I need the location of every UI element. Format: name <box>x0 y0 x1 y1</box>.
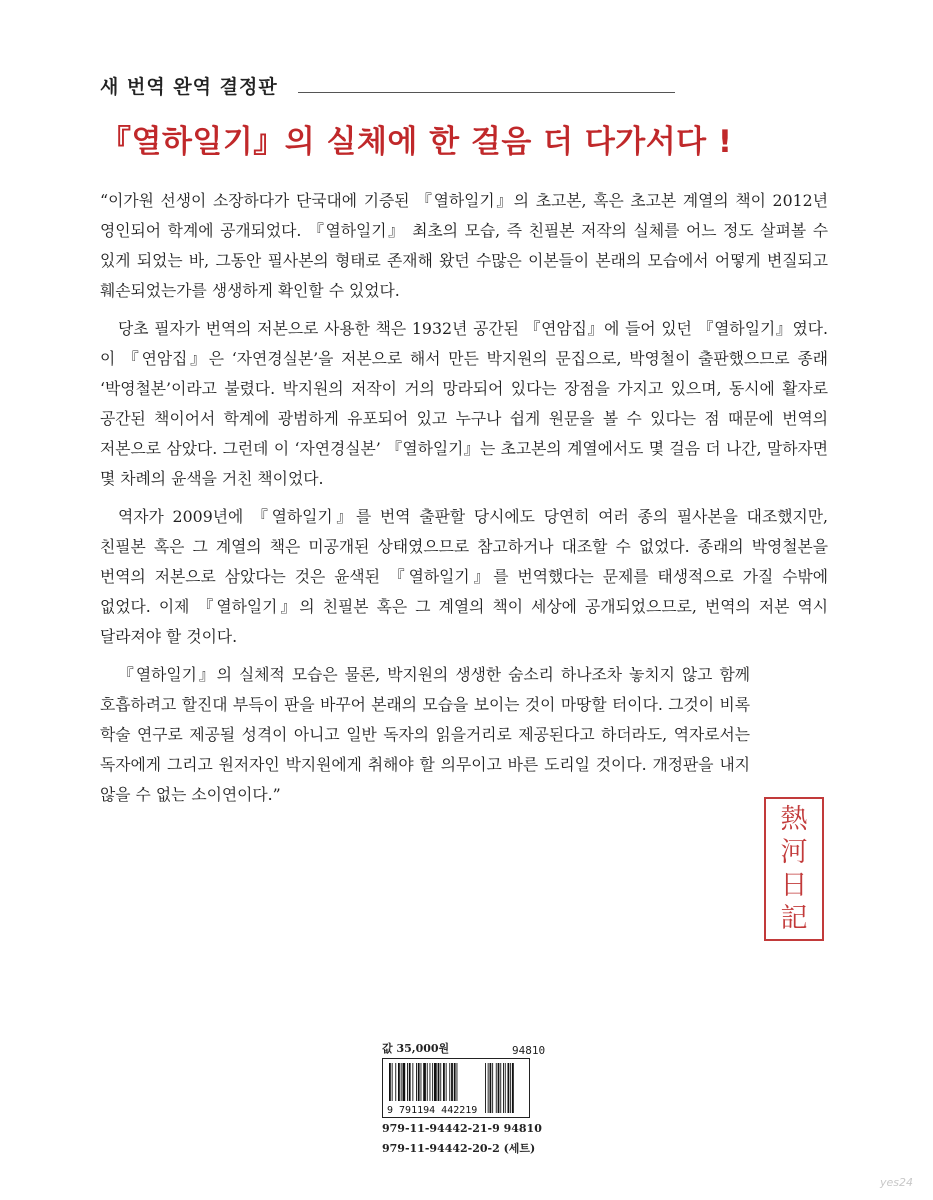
barcode-bar <box>412 1063 413 1101</box>
barcode-bar <box>438 1063 440 1101</box>
seal-char-4: 記 <box>780 903 808 934</box>
price-label: 값 35,000원 <box>382 1042 450 1055</box>
paragraph-2: 당초 필자가 번역의 저본으로 사용한 책은 1932년 공간된 『연암집』에 들어 있던 『열하일기』였다. 이 『연암집』은 ‘자연경실본’을 저본으로 해서 만든 박지원의 문집으로, 박영철이 출판했으므로 종래 ‘박영철본’이라고 불렸다. 박지원의 저작이 거의 망라되어 있다는 장점을 가지고 있으며, 동시에 활자로 공간된 책이어서 학계에 광범하게 유포되어 있고 누구나 쉽게 원문을 볼 수 있다는 점 때문에 번역의 저본으로 삼았다. 그런데 이 ‘자연경실본’ 『열하일기』는 초고본의 계열에서도 몇 걸음 더 나간, 말하자면 몇 차례의 윤색을 거친 책이었다. <box>100 319 828 488</box>
barcode-bar <box>443 1063 445 1101</box>
barcode-bar <box>392 1063 393 1101</box>
barcode-bar <box>432 1063 433 1101</box>
barcode-addon-bar <box>512 1063 514 1113</box>
barcode-bar <box>398 1063 400 1101</box>
barcode-addon-bar <box>505 1063 506 1113</box>
barcode-bar <box>430 1063 431 1101</box>
barcode-addon-bar <box>500 1063 501 1113</box>
barcode-addon-bar <box>510 1063 511 1113</box>
headline-row <box>100 72 675 104</box>
barcode-addon-bar <box>508 1063 510 1113</box>
barcode-addon-bar <box>485 1063 486 1113</box>
seal-char-3: 日 <box>780 870 808 901</box>
seal-char-2: 河 <box>780 837 808 868</box>
barcode-bar <box>446 1063 447 1101</box>
barcode-bar <box>407 1063 408 1101</box>
barcode-addon-bar <box>498 1063 500 1113</box>
barcode-addon-bar <box>490 1063 492 1113</box>
main-title: 『열하일기』의 실체에 한 걸음 더 다가서다 ! <box>100 124 733 160</box>
barcode <box>382 1058 530 1118</box>
barcode-bar <box>440 1063 441 1101</box>
barcode-bar <box>395 1063 396 1101</box>
watermark: yes24 <box>880 1176 914 1189</box>
barcode-bar <box>409 1063 411 1101</box>
barcode-bar <box>418 1063 420 1101</box>
barcode-bar <box>427 1063 428 1101</box>
barcode-bar <box>423 1063 426 1101</box>
headline-rule <box>298 92 675 93</box>
isbn-line-2: 979-11-94442-20-2 (세트) <box>382 1142 536 1155</box>
barcode-bar <box>449 1063 450 1101</box>
paragraph-4: 『열하일기』의 실체적 모습은 물론, 박지원의 생생한 숨소리 하나조차 놓치지 않고 함께 호흡하려고 할진대 부득이 판을 바꾸어 본래의 모습을 보이는 것이 마땅할 터이다. 그것이 비록 학술 연구로 제공될 성격이 아니고 일반 독자의 읽을거리로 제공된다고 하더라도, 역자로서는 독자에게 그리고 원저자인 박지원에게 취해야 할 의무이고 바른 도리일 것이다. 개정판을 내지 않을 수 없는 소이연이다.” <box>100 665 750 804</box>
barcode-addon-bar <box>488 1063 489 1113</box>
barcode-bar <box>403 1063 406 1101</box>
barcode-bar <box>401 1063 402 1101</box>
barcode-graphic <box>383 1059 531 1119</box>
seal-char-1: 熱 <box>780 804 808 835</box>
barcode-bar <box>451 1063 453 1101</box>
paragraph-1: “이가원 선생이 소장하다가 단국대에 기증된 『열하일기』의 초고본, 혹은 초고본 계열의 책이 2012년 영인되어 학계에 공개되었다. 『열하일기』 최초의 모습, 즉 친필본 저작의 실체를 어느 정도 살펴볼 수 있게 되었는 바, 그동안 필사본의 형태로 존재해 왔던 수많은 이본들이 본래의 모습에서 어떻게 변질되고 훼손되었는가를 생생하게 확인할 수 있었다. <box>100 191 828 300</box>
paragraph-3: 역자가 2009년에 『열하일기』를 번역 출판할 당시에도 당연히 여러 종의 필사본을 대조했지만, 친필본 혹은 그 계열의 책은 미공개된 상태였으므로 참고하거나 대조할 수 없었다. 종래의 박영철본을 번역의 저본으로 삼았다는 것은 윤색된 『열하일기』를 번역했다는 문제를 태생적으로 가질 수밖에 없었다. 이제 『열하일기』의 친필본 혹은 그 계열의 책이 세상에 공개되었으므로, 번역의 저본 역시 달라져야 할 것이다. <box>100 507 828 646</box>
body-text <box>100 186 828 818</box>
barcode-bar <box>421 1063 422 1101</box>
seal-stamp <box>764 797 824 941</box>
barcode-bar <box>389 1063 391 1101</box>
headline: 새 번역 완역 결정판 <box>100 76 278 98</box>
barcode-addon-bar <box>492 1063 493 1113</box>
barcode-bar <box>434 1063 437 1101</box>
barcode-bar <box>454 1063 456 1101</box>
barcode-addon-bar <box>503 1063 504 1113</box>
barcode-bar <box>416 1063 417 1101</box>
barcode-addon-digits: 94810 <box>512 1044 546 1057</box>
barcode-addon-bar <box>496 1063 497 1113</box>
barcode-main-digits: 9 791194 442219 <box>387 1105 478 1116</box>
barcode-bar <box>457 1063 458 1101</box>
isbn-line-1: 979-11-94442-21-9 94810 <box>382 1122 542 1135</box>
